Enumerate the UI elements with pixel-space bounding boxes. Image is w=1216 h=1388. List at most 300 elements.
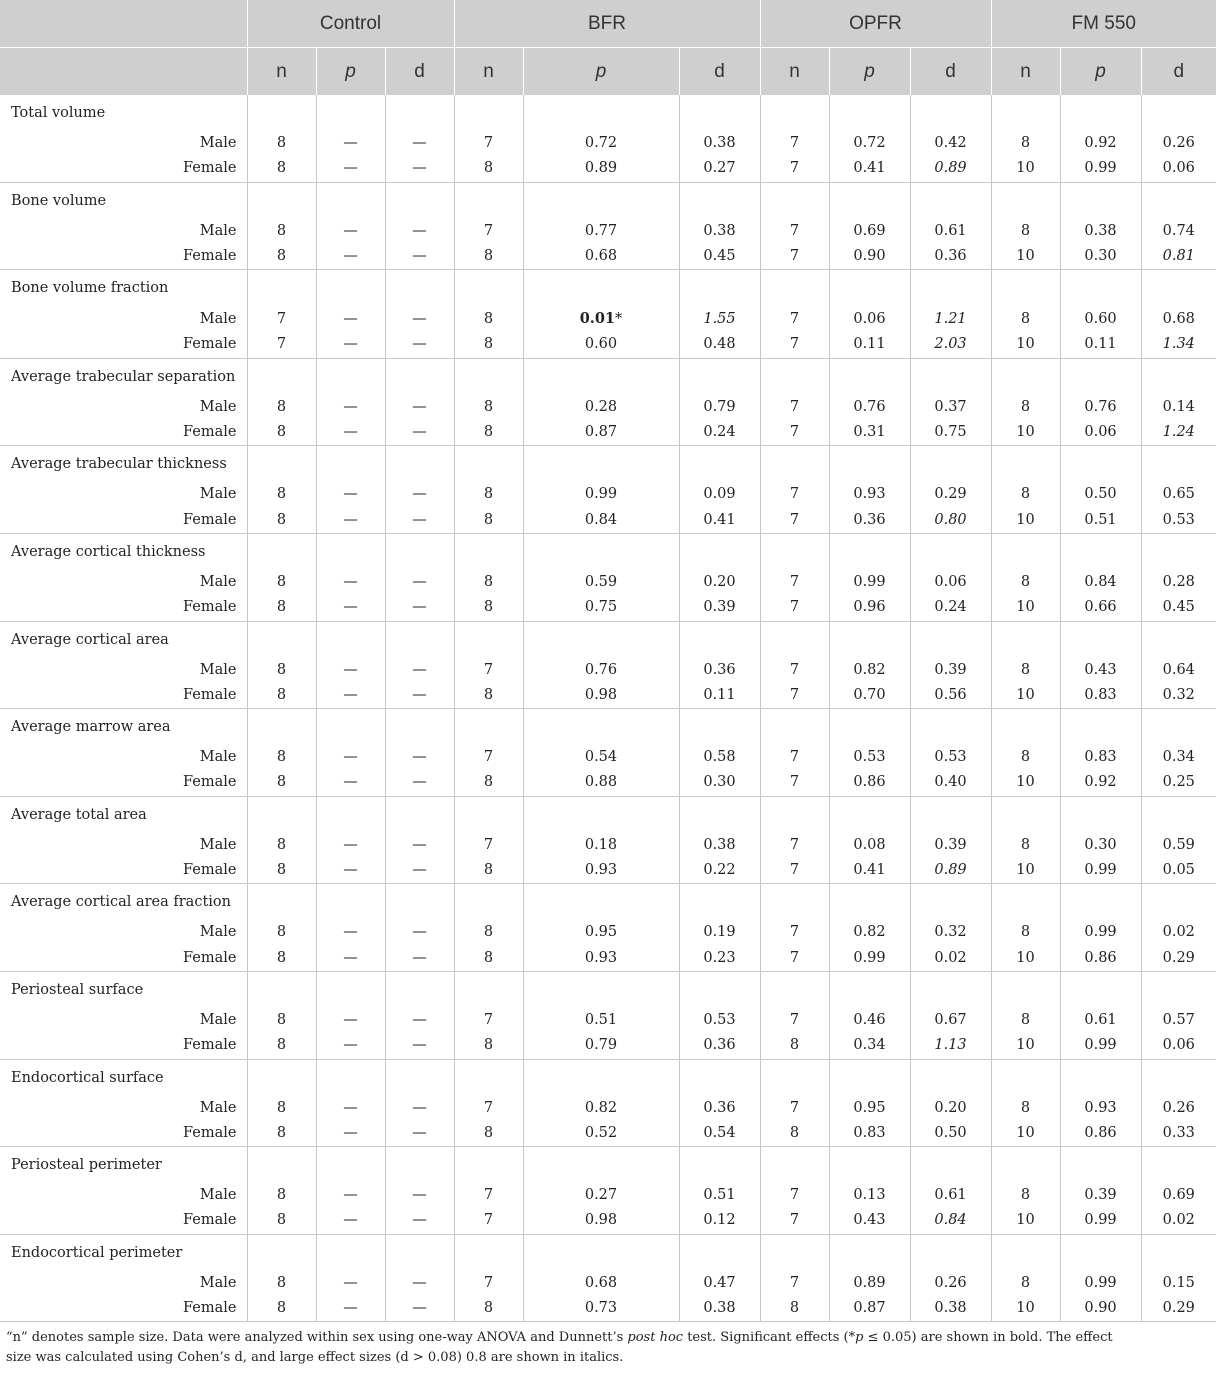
table-row	[0, 1008, 1216, 1033]
control-dash-cell: —	[385, 1183, 454, 1208]
sex-label: Female	[0, 1208, 247, 1234]
fm-d-cell: 0.02	[1141, 1208, 1216, 1234]
empty-cell	[1060, 358, 1141, 395]
empty-cell	[247, 709, 316, 746]
sex-label: Male	[199, 1187, 237, 1204]
fm-n-cell: 10	[991, 156, 1060, 182]
empty-cell	[679, 621, 760, 658]
control-dash-cell: —	[385, 482, 454, 507]
sex-label: Female	[0, 156, 247, 182]
bfr-n-cell: 8	[454, 395, 523, 420]
opfr-p-cell: 0.06	[829, 306, 910, 332]
fm-d-cell: 1.34	[1141, 332, 1216, 358]
opfr-d-cell: 0.84	[910, 1208, 991, 1234]
footnote-part1: “n” denotes sample size. Data were analyzed within sex using one-way ANOVA and Dunnett’s	[6, 1330, 628, 1346]
opfr-p-cell: 0.90	[829, 244, 910, 270]
control-dash-cell: —	[385, 1033, 454, 1059]
empty-cell	[679, 796, 760, 833]
table-row	[0, 745, 1216, 770]
empty-cell	[523, 95, 679, 131]
bfr-p-cell: 0.98	[523, 683, 679, 709]
empty-cell	[1060, 182, 1141, 219]
fm-p-cell: 0.84	[1060, 570, 1141, 595]
empty-cell	[385, 1059, 454, 1096]
fm-n-cell: 8	[991, 1008, 1060, 1033]
bfr-n-cell: 8	[454, 920, 523, 945]
opfr-d-cell: 0.20	[910, 1096, 991, 1121]
control-dash-cell: —	[316, 420, 385, 446]
control-dash-cell: —	[385, 1296, 454, 1322]
empty-cell	[454, 533, 523, 570]
fm-d-cell: 0.29	[1141, 1296, 1216, 1322]
fm-p-cell: 0.92	[1060, 770, 1141, 796]
bfr-p-cell: 0.72	[523, 131, 679, 156]
bfr-d-cell: 0.39	[679, 595, 760, 621]
fm-n-cell: 8	[991, 1096, 1060, 1121]
empty-cell	[523, 358, 679, 395]
empty-cell	[454, 1234, 523, 1271]
empty-cell	[385, 1147, 454, 1184]
bfr-d-cell: 0.58	[679, 745, 760, 770]
control-dash-cell: —	[316, 395, 385, 420]
bfr-n-cell: 7	[454, 745, 523, 770]
empty-cell	[1060, 95, 1141, 131]
control-dash-cell: —	[385, 156, 454, 182]
empty-cell	[991, 446, 1060, 483]
control-dash-cell: —	[385, 833, 454, 858]
bfr-n-cell: 7	[454, 1271, 523, 1296]
fm-n-cell: 8	[991, 745, 1060, 770]
table-row	[0, 95, 1216, 131]
empty-cell	[247, 1234, 316, 1271]
control-dash-cell: —	[316, 482, 385, 507]
opfr-n-cell: 7	[760, 1008, 829, 1033]
fm-n-cell: 8	[991, 219, 1060, 244]
opfr-d-cell: 0.61	[910, 1183, 991, 1208]
bfr-d-cell: 0.38	[679, 131, 760, 156]
empty-cell	[679, 884, 760, 921]
fm-p-cell: 0.99	[1060, 858, 1141, 884]
empty-cell	[829, 884, 910, 921]
empty-cell	[910, 971, 991, 1008]
empty-cell	[1060, 971, 1141, 1008]
empty-cell	[991, 533, 1060, 570]
opfr-n-cell: 7	[760, 1208, 829, 1234]
control-dash-cell: —	[316, 306, 385, 332]
measure-label: Average trabecular thickness	[11, 456, 227, 473]
empty-cell	[247, 95, 316, 131]
fm-d-cell: 0.28	[1141, 570, 1216, 595]
measure-label: Average marrow area	[11, 719, 171, 736]
empty-cell	[523, 709, 679, 746]
subheader-p: p	[1060, 48, 1141, 96]
bfr-d-cell: 0.20	[679, 570, 760, 595]
control-n-cell: 8	[247, 683, 316, 709]
table-row	[0, 182, 1216, 219]
control-n-cell: 8	[247, 1121, 316, 1147]
fm-d-cell: 0.33	[1141, 1121, 1216, 1147]
opfr-n-cell: 7	[760, 858, 829, 884]
empty-cell	[991, 709, 1060, 746]
fm-n-cell: 10	[991, 1296, 1060, 1322]
control-dash-cell: —	[385, 306, 454, 332]
opfr-n-cell: 7	[760, 244, 829, 270]
bfr-n-cell: 8	[454, 683, 523, 709]
opfr-p-cell: 0.96	[829, 595, 910, 621]
bfr-d-cell: 0.12	[679, 1208, 760, 1234]
opfr-p-cell: 0.46	[829, 1008, 910, 1033]
control-n-cell: 8	[247, 1296, 316, 1322]
fm-p-cell: 0.61	[1060, 1008, 1141, 1033]
empty-cell	[910, 270, 991, 307]
fm-n-cell: 8	[991, 658, 1060, 683]
bfr-p-cell: 0.82	[523, 1096, 679, 1121]
opfr-p-cell: 0.89	[829, 1271, 910, 1296]
opfr-p-cell: 0.99	[829, 570, 910, 595]
fm-p-cell: 0.38	[1060, 219, 1141, 244]
control-dash-cell: —	[385, 131, 454, 156]
empty-cell	[829, 621, 910, 658]
empty-cell	[1141, 533, 1216, 570]
fm-d-cell: 0.15	[1141, 1271, 1216, 1296]
control-dash-cell: —	[316, 858, 385, 884]
opfr-d-cell: 0.39	[910, 658, 991, 683]
opfr-d-cell: 0.39	[910, 833, 991, 858]
opfr-d-cell: 0.02	[910, 946, 991, 972]
empty-cell	[829, 358, 910, 395]
table-row	[0, 796, 1216, 833]
subheader-d: d	[1141, 48, 1216, 96]
opfr-d-cell: 0.26	[910, 1271, 991, 1296]
fm-n-cell: 10	[991, 683, 1060, 709]
empty-cell	[1141, 95, 1216, 131]
empty-cell	[829, 95, 910, 131]
sex-label: Male	[199, 1011, 237, 1028]
opfr-d-cell: 1.13	[910, 1033, 991, 1059]
control-dash-cell: —	[385, 1271, 454, 1296]
bfr-p-cell: 0.28	[523, 395, 679, 420]
opfr-n-cell: 7	[760, 570, 829, 595]
empty-cell	[679, 182, 760, 219]
empty-cell	[454, 95, 523, 131]
empty-cell	[829, 533, 910, 570]
bfr-n-cell: 8	[454, 1033, 523, 1059]
empty-cell	[316, 1147, 385, 1184]
empty-cell	[910, 533, 991, 570]
empty-cell	[316, 358, 385, 395]
control-dash-cell: —	[316, 244, 385, 270]
table-row	[0, 482, 1216, 507]
subheader-row	[0, 48, 1216, 96]
opfr-n-cell: 7	[760, 946, 829, 972]
empty-cell	[247, 971, 316, 1008]
fm-p-cell: 0.83	[1060, 683, 1141, 709]
empty-cell	[247, 533, 316, 570]
group-header-bfr: BFR	[454, 0, 760, 48]
empty-cell	[1141, 1059, 1216, 1096]
empty-cell	[316, 621, 385, 658]
empty-cell	[910, 1059, 991, 1096]
opfr-d-cell: 0.67	[910, 1008, 991, 1033]
empty-cell	[385, 446, 454, 483]
measure-label: Bone volume fraction	[11, 280, 169, 297]
table-row	[0, 1296, 1216, 1322]
subheader-n: n	[247, 48, 316, 96]
empty-cell	[316, 95, 385, 131]
control-dash-cell: —	[316, 1008, 385, 1033]
control-n-cell: 8	[247, 1096, 316, 1121]
table-row	[0, 884, 1216, 921]
opfr-p-cell: 0.99	[829, 946, 910, 972]
fm-p-cell: 0.66	[1060, 595, 1141, 621]
empty-cell	[679, 1234, 760, 1271]
bfr-p-cell: 0.52	[523, 1121, 679, 1147]
sex-label: Female	[0, 946, 247, 972]
opfr-d-cell: 0.56	[910, 683, 991, 709]
fm-n-cell: 10	[991, 508, 1060, 534]
group-header-opfr: OPFR	[760, 0, 991, 48]
empty-cell	[385, 95, 454, 131]
control-dash-cell: —	[385, 1208, 454, 1234]
opfr-d-cell: 0.89	[910, 156, 991, 182]
fm-d-cell: 0.29	[1141, 946, 1216, 972]
empty-cell	[679, 533, 760, 570]
fm-d-cell: 0.74	[1141, 219, 1216, 244]
table-row	[0, 270, 1216, 307]
bfr-n-cell: 7	[454, 131, 523, 156]
opfr-p-cell: 0.83	[829, 1121, 910, 1147]
opfr-n-cell: 7	[760, 658, 829, 683]
sex-label: Male	[199, 836, 237, 853]
opfr-p-cell: 0.11	[829, 332, 910, 358]
fm-n-cell: 10	[991, 770, 1060, 796]
footnote-p: p	[855, 1330, 864, 1346]
control-n-cell: 8	[247, 920, 316, 945]
fm-n-cell: 10	[991, 595, 1060, 621]
empty-cell	[454, 270, 523, 307]
sex-label: Male	[199, 1274, 237, 1291]
footnote-post-hoc: post hoc	[627, 1330, 684, 1346]
measure-label: Average cortical thickness	[11, 543, 206, 560]
opfr-p-cell: 0.34	[829, 1033, 910, 1059]
opfr-n-cell: 8	[760, 1121, 829, 1147]
opfr-p-cell: 0.69	[829, 219, 910, 244]
bfr-n-cell: 7	[454, 1096, 523, 1121]
empty-cell	[523, 270, 679, 307]
opfr-n-cell: 7	[760, 156, 829, 182]
empty-cell	[829, 270, 910, 307]
empty-cell	[523, 1147, 679, 1184]
fm-n-cell: 8	[991, 1271, 1060, 1296]
bfr-n-cell: 8	[454, 156, 523, 182]
empty-cell	[829, 971, 910, 1008]
empty-cell	[523, 621, 679, 658]
bfr-p-cell: 0.87	[523, 420, 679, 446]
empty-cell	[679, 358, 760, 395]
control-dash-cell: —	[316, 920, 385, 945]
sex-label: Female	[0, 1296, 247, 1322]
opfr-p-cell: 0.31	[829, 420, 910, 446]
opfr-p-cell: 0.82	[829, 658, 910, 683]
opfr-p-cell: 0.93	[829, 482, 910, 507]
bfr-n-cell: 8	[454, 420, 523, 446]
bfr-d-cell: 0.45	[679, 244, 760, 270]
fm-p-cell: 0.86	[1060, 1121, 1141, 1147]
table-row	[0, 570, 1216, 595]
control-dash-cell: —	[385, 858, 454, 884]
empty-cell	[679, 1059, 760, 1096]
empty-cell	[385, 182, 454, 219]
fm-p-cell: 0.60	[1060, 306, 1141, 332]
empty-cell	[760, 709, 829, 746]
bfr-d-cell: 0.38	[679, 219, 760, 244]
opfr-n-cell: 7	[760, 1096, 829, 1121]
control-dash-cell: —	[385, 1096, 454, 1121]
empty-cell	[247, 446, 316, 483]
empty-cell	[1141, 446, 1216, 483]
empty-cell	[316, 1059, 385, 1096]
bfr-n-cell: 7	[454, 219, 523, 244]
empty-cell	[679, 709, 760, 746]
table-row	[0, 946, 1216, 972]
empty-cell	[679, 270, 760, 307]
opfr-d-cell: 0.06	[910, 570, 991, 595]
fm-p-cell: 0.99	[1060, 156, 1141, 182]
control-dash-cell: —	[316, 219, 385, 244]
empty-cell	[247, 796, 316, 833]
empty-cell	[829, 1234, 910, 1271]
fm-p-cell: 0.06	[1060, 420, 1141, 446]
bfr-n-cell: 7	[454, 658, 523, 683]
empty-cell	[385, 971, 454, 1008]
table-row	[0, 1234, 1216, 1271]
empty-cell	[910, 621, 991, 658]
table-row	[0, 332, 1216, 358]
empty-cell	[910, 796, 991, 833]
empty-cell	[1141, 971, 1216, 1008]
fm-p-cell: 0.11	[1060, 332, 1141, 358]
empty-cell	[247, 884, 316, 921]
empty-cell	[991, 1234, 1060, 1271]
fm-p-cell: 0.43	[1060, 658, 1141, 683]
opfr-d-cell: 0.38	[910, 1296, 991, 1322]
bfr-n-cell: 8	[454, 570, 523, 595]
fm-p-cell: 0.99	[1060, 1208, 1141, 1234]
opfr-d-cell: 0.53	[910, 745, 991, 770]
bfr-p-cell: 0.18	[523, 833, 679, 858]
fm-d-cell: 0.81	[1141, 244, 1216, 270]
empty-cell	[991, 95, 1060, 131]
control-dash-cell: —	[316, 770, 385, 796]
empty-cell	[760, 533, 829, 570]
control-n-cell: 8	[247, 420, 316, 446]
fm-p-cell: 0.39	[1060, 1183, 1141, 1208]
bfr-n-cell: 8	[454, 946, 523, 972]
fm-d-cell: 0.34	[1141, 745, 1216, 770]
fm-d-cell: 0.57	[1141, 1008, 1216, 1033]
control-dash-cell: —	[316, 833, 385, 858]
bfr-p-cell: 0.84	[523, 508, 679, 534]
opfr-n-cell: 7	[760, 833, 829, 858]
fm-n-cell: 10	[991, 1121, 1060, 1147]
control-dash-cell: —	[316, 745, 385, 770]
empty-cell	[1060, 709, 1141, 746]
sex-label: Male	[199, 661, 237, 678]
empty-cell	[247, 1059, 316, 1096]
opfr-p-cell: 0.87	[829, 1296, 910, 1322]
bfr-n-cell: 8	[454, 306, 523, 332]
empty-cell	[760, 446, 829, 483]
table-row	[0, 658, 1216, 683]
empty-cell	[1060, 1059, 1141, 1096]
opfr-n-cell: 7	[760, 420, 829, 446]
opfr-p-cell: 0.43	[829, 1208, 910, 1234]
opfr-n-cell: 7	[760, 745, 829, 770]
sex-label: Male	[199, 486, 237, 503]
control-dash-cell: —	[385, 332, 454, 358]
opfr-n-cell: 7	[760, 508, 829, 534]
empty-cell	[1060, 533, 1141, 570]
table-row	[0, 420, 1216, 446]
bfr-p-cell: 0.51	[523, 1008, 679, 1033]
table-row	[0, 244, 1216, 270]
fm-p-cell: 0.30	[1060, 833, 1141, 858]
control-dash-cell: —	[385, 219, 454, 244]
table-row	[0, 1183, 1216, 1208]
opfr-n-cell: 7	[760, 131, 829, 156]
bfr-n-cell: 8	[454, 770, 523, 796]
bfr-d-cell: 0.22	[679, 858, 760, 884]
bfr-n-cell: 8	[454, 482, 523, 507]
sex-label: Female	[0, 508, 247, 534]
table-row	[0, 1147, 1216, 1184]
empty-cell	[316, 971, 385, 1008]
control-dash-cell: —	[316, 946, 385, 972]
empty-cell	[760, 182, 829, 219]
fm-d-cell: 0.68	[1141, 306, 1216, 332]
bfr-n-cell: 7	[454, 1183, 523, 1208]
empty-cell	[760, 971, 829, 1008]
footnote-part3: test. Significant effects (*	[683, 1330, 856, 1346]
bfr-d-cell: 0.51	[679, 1183, 760, 1208]
empty-cell	[316, 1234, 385, 1271]
control-dash-cell: —	[385, 595, 454, 621]
bfr-d-cell: 0.11	[679, 683, 760, 709]
empty-cell	[454, 796, 523, 833]
fm-d-cell: 0.06	[1141, 1033, 1216, 1059]
bfr-d-cell: 0.30	[679, 770, 760, 796]
bfr-p-cell: 0.89	[523, 156, 679, 182]
control-n-cell: 8	[247, 219, 316, 244]
control-n-cell: 8	[247, 1271, 316, 1296]
empty-cell	[247, 621, 316, 658]
opfr-p-cell: 0.86	[829, 770, 910, 796]
subheader-n: n	[760, 48, 829, 96]
empty-cell	[760, 358, 829, 395]
control-n-cell: 8	[247, 1183, 316, 1208]
sex-label: Female	[0, 858, 247, 884]
measure-label: Average cortical area fraction	[11, 894, 231, 911]
fm-n-cell: 10	[991, 1033, 1060, 1059]
bfr-d-cell: 0.23	[679, 946, 760, 972]
empty-cell	[454, 971, 523, 1008]
subheader-p: p	[316, 48, 385, 96]
bfr-p-cell: 0.93	[523, 858, 679, 884]
empty-cell	[760, 270, 829, 307]
bfr-d-cell: 0.27	[679, 156, 760, 182]
measure-label: Average total area	[11, 806, 147, 823]
subheader-p: p	[523, 48, 679, 96]
